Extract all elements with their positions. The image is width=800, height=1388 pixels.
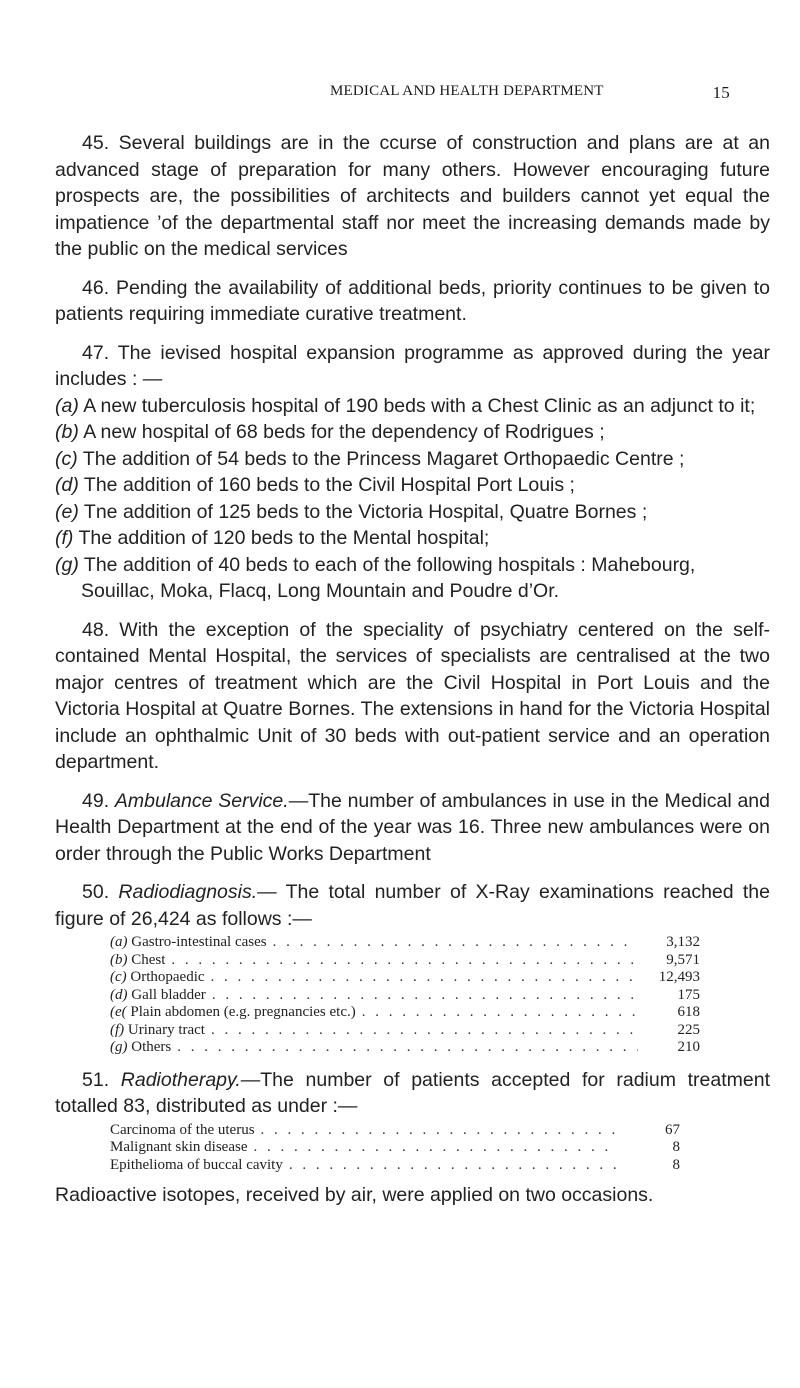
paragraph-number: 49. — [82, 789, 110, 812]
list-item: (b) A new hospital of 68 beds for the dependency of Rodrigues ; — [55, 421, 605, 443]
paragraph-text: Pending the availability of additional beds, priority continues to be given to patients requiring immediate curative treatment. — [55, 276, 770, 325]
paragraph-title: Radiodiagnosis. — [118, 881, 258, 903]
list-item: (f) The addition of 120 beds to the Mental hospital; — [55, 527, 490, 549]
paragraph-51 — [55, 1067, 770, 1120]
table-row: Carcinoma of the uterus . . . 67 — [110, 1122, 680, 1140]
page-number: 15 — [712, 83, 730, 102]
table-row: (d) Gall bladder . . . 175 — [110, 987, 700, 1005]
table-row: Malignant skin disease . . . 8 — [110, 1139, 680, 1157]
paragraph-49 — [55, 788, 770, 868]
closing-line: Radioactive isotopes, received by air, were applied on two occasions. — [55, 1184, 654, 1206]
body-text — [55, 130, 770, 1221]
paragraph-text: —The number of ambulances in use in the Medical and Health Department at the end of the year was 16. Three new ambulances were on order through the Public Works Department — [55, 789, 770, 865]
list-item: (d) The addition of 160 beds to the Civil Hospital Port Louis ; — [55, 474, 575, 496]
table-row: (g) Others . . . 210 — [110, 1039, 700, 1057]
paragraph-number: 50. — [82, 881, 110, 903]
paragraph-text: Several buildings are in the ccurse of construction and plans are at an advanced stage of preparation for many others. However encouraging future prospects are, the possibilities of architects and builders cannot yet equal the impatience ’of the departmental staff nor meet the increasing demands made by the public on the medical services — [55, 132, 770, 260]
paragraph-text: —The number of patients accepted for radium treatment totalled 83, distributed as under :— — [55, 1068, 771, 1117]
table-row: Epithelioma of buccal cavity . . . 8 — [110, 1157, 680, 1175]
paragraph-text: With the exception of the speciality of psychiatry centered on the self-contained Mental Hospital, the services of specialists are centralised at the two major centres of treatment which are the Civil Hospital in Port Louis and the Victoria Hospital at Quatre Bornes. The extensions in hand for the Victoria Hospital include an ophthalmic Unit of 30 beds with out-patient service and an operation department. — [55, 618, 771, 773]
paragraph-title: Radiotherapy. — [120, 1068, 241, 1091]
list-item: (g) The addition of 40 beds to each of the following hospitals : Mahebourg, Souillac, Moka, Flacq, Long Mountain and Poudre d’Or. — [55, 553, 696, 602]
paragraph-46 — [55, 275, 770, 328]
running-header — [330, 83, 730, 100]
paragraph-48 — [55, 617, 770, 776]
list-item: (e) Tne addition of 125 beds to the Victoria Hospital, Quatre Bornes ; — [55, 500, 648, 523]
paragraph-45 — [55, 130, 770, 263]
paragraph-number: 48. — [82, 618, 110, 641]
paragraph-text: The ievised hospital expansion programme as approved during the year includes : — — [55, 341, 770, 390]
list-item: (a) A new tuberculosis hospital of 190 beds with a Chest Clinic as an adjunct to it; — [55, 394, 756, 417]
table-row: (f) Urinary tract . . . 225 — [110, 1022, 700, 1040]
header-title: MEDICAL AND HEALTH DEPARTMENT — [330, 83, 604, 99]
xray-table — [110, 934, 700, 1057]
paragraph-47 — [55, 340, 770, 393]
paragraph-number: 46. — [82, 276, 110, 299]
radium-table — [110, 1122, 680, 1175]
paragraph-50 — [55, 879, 770, 932]
table-row: (a) Gastro-intestinal cases . . . 3,132 — [110, 934, 700, 952]
expansion-list — [55, 393, 770, 605]
paragraph-title: Ambulance Service. — [114, 789, 289, 812]
list-item: (c) The addition of 54 beds to the Princess Magaret Orthopaedic Centre ; — [55, 447, 685, 470]
table-row: (b) Chest . . . 9,571 — [110, 952, 700, 970]
paragraph-text: — The total number of X-Ray examinations reached the figure of 26,424 as follows :— — [55, 881, 770, 930]
table-row: (c) Orthopaedic . . . 12,493 — [110, 969, 700, 987]
paragraph-number: 51. — [82, 1068, 110, 1091]
paragraph-number: 47. — [82, 341, 110, 364]
table-row: (e( Plain abdomen (e.g. pregnancies etc.) . . . 618 — [110, 1004, 700, 1022]
paragraph-number: 45. — [82, 132, 110, 154]
